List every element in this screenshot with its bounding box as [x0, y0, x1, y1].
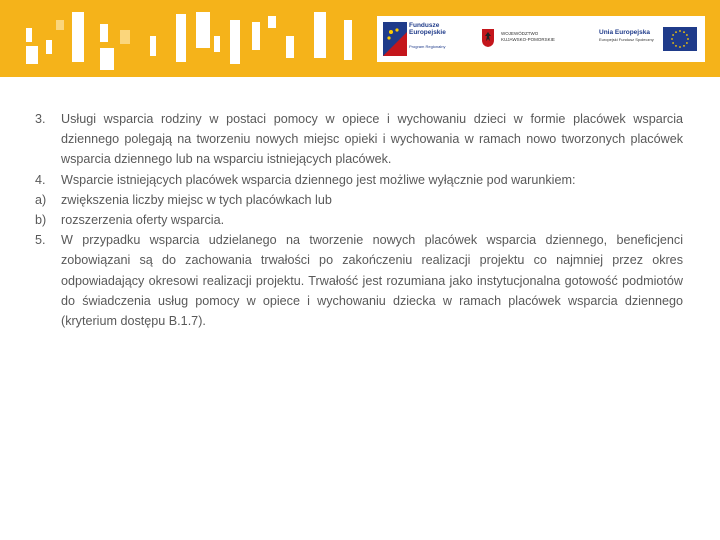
- list-marker: 5.: [35, 233, 46, 248]
- header-block: [286, 36, 294, 58]
- list-text: Usługi wsparcia rodziny w postaci pomocy w opiece i wychowaniu dzieci w formie placówek wsparcia dziennego polegają na tworzeniu nowych miejsc opieki i wychowania w ramach nowo tworzonych placówek wsparcia dziennego lub na wsparciu istniejących placówek.: [61, 112, 683, 167]
- header-block: [72, 12, 84, 62]
- kujawsko-pomorskie-crest-icon: [481, 28, 495, 48]
- header-block: [56, 20, 64, 30]
- header-block: [100, 48, 114, 70]
- list-text: rozszerzenia oferty wsparcia.: [61, 213, 225, 228]
- header-block: [26, 28, 32, 42]
- region-line2: KUJAWSKO-POMORSKIE: [501, 37, 555, 42]
- header-block: [314, 12, 326, 58]
- eu-logo-text: [599, 28, 654, 43]
- header-block: [214, 36, 220, 52]
- fundusze-program: Program Regionalny: [409, 44, 446, 49]
- header-block: [120, 30, 130, 44]
- header-block: [268, 16, 276, 28]
- list-marker: b): [35, 213, 47, 228]
- list-item: [35, 109, 683, 170]
- header-block: [176, 14, 186, 62]
- list-marker: 3.: [35, 112, 46, 126]
- eu-fund: Europejski Fundusz Społeczny: [599, 37, 654, 42]
- logo-bar: [377, 16, 705, 62]
- header-block: [252, 22, 260, 50]
- header-block: [344, 20, 352, 60]
- fundusze-line1: Fundusze: [409, 22, 440, 29]
- list-marker: 4.: [35, 172, 46, 187]
- header-block: [26, 46, 38, 64]
- header-band: [0, 0, 720, 77]
- document-body: [35, 109, 683, 331]
- fundusze-europejskie-logo-text: [409, 22, 446, 49]
- header-block: [46, 40, 52, 54]
- list-item: [35, 190, 683, 210]
- fundusze-europejskie-logo-icon: [383, 22, 407, 56]
- list-item: [35, 210, 683, 230]
- list-marker: a): [35, 192, 47, 207]
- list-text: zwiększenia liczby miejsc w tych placówkach lub: [61, 192, 332, 207]
- header-block: [150, 36, 156, 56]
- list-item: [35, 230, 683, 331]
- eu-title: Unia Europejska: [599, 29, 650, 36]
- list-text: Wsparcie istniejących placówek wsparcia dziennego jest możliwe wyłącznie pod warunkiem:: [61, 172, 576, 187]
- eu-flag-icon: [663, 27, 697, 51]
- fundusze-line2: Europejskie: [409, 29, 446, 36]
- list-item: [35, 170, 683, 190]
- header-block: [100, 24, 108, 42]
- header-block: [196, 12, 210, 48]
- region-line1: WOJEWÓDZTWO: [501, 31, 539, 36]
- header-block: [230, 20, 240, 64]
- list-text: W przypadku wsparcia udzielanego na tworzenie nowych placówek wsparcia dziennego, beneficjenci zobowiązani są do zachowania trwałości po zakończeniu realizacji projektu co najmniej przez okres odpowiadający okresowi realizacji projektu. Trwałość jest rozumiana jako instytucjonalna gotowość podmiotów do świadczenia usług pomocy w opiece i wychowaniu dziecka w ramach placówek wsparcia dziennego (kryterium dostępu B.1.7).: [61, 233, 683, 329]
- region-logo-text: [501, 31, 555, 43]
